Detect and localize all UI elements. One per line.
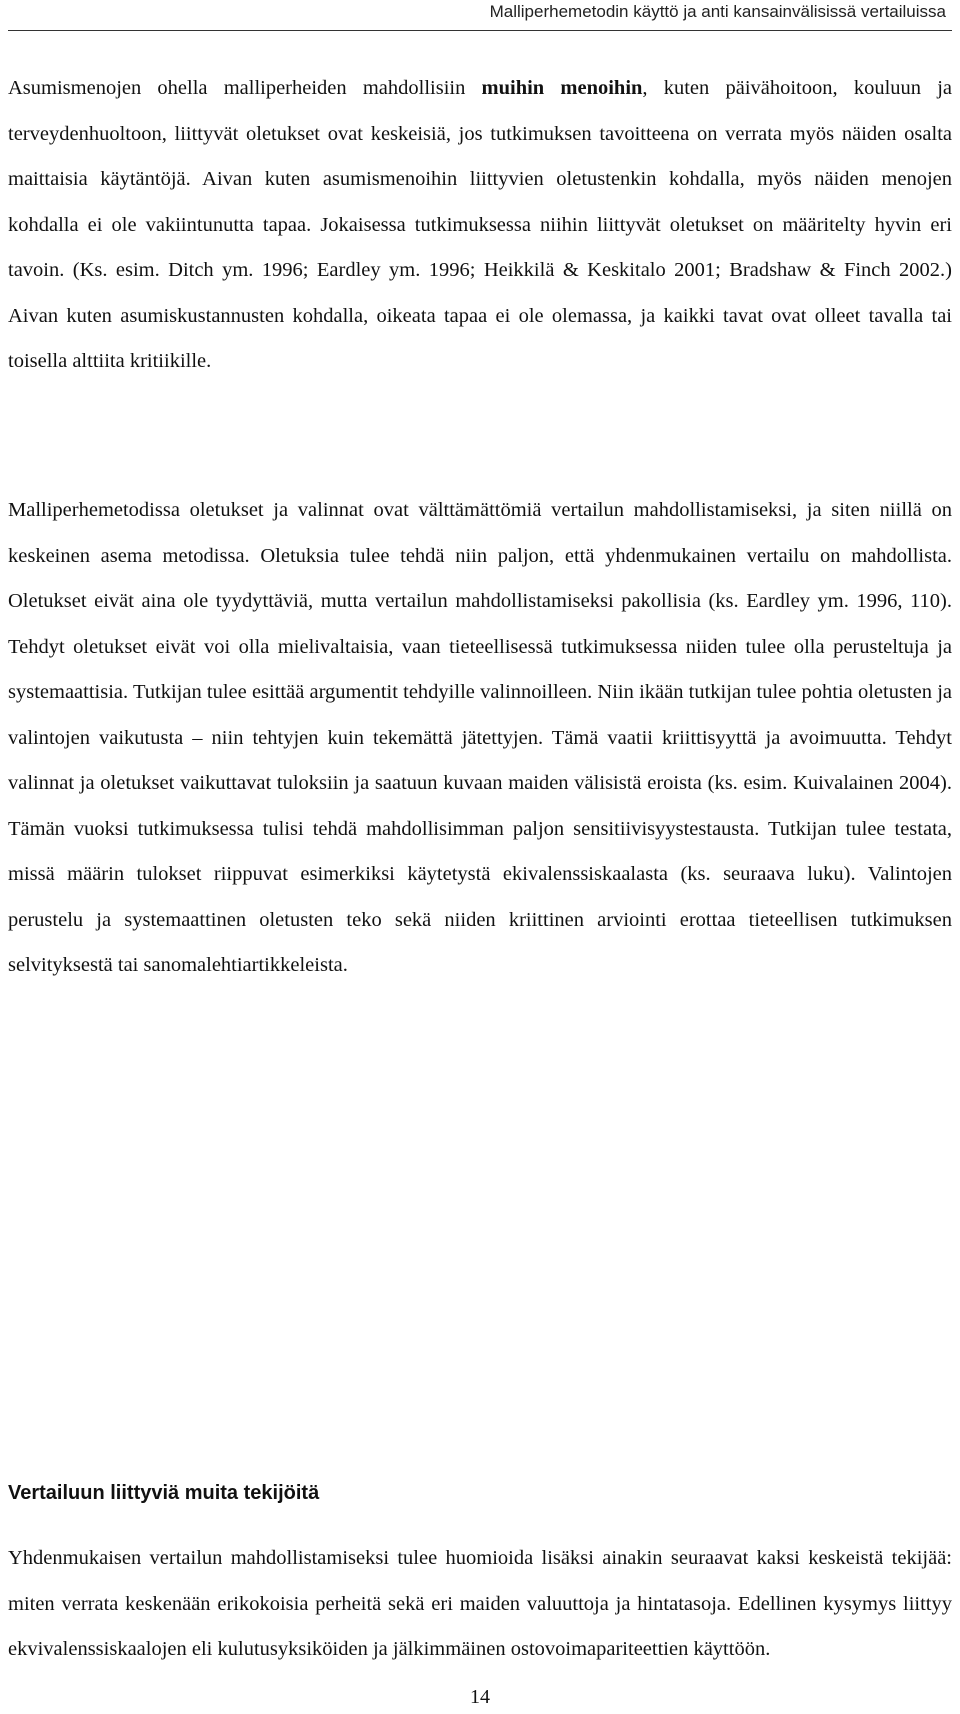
section-heading: Vertailuun liittyviä muita tekijöitä: [8, 1482, 320, 1504]
paragraph-assumptions: Malliperhemetodissa oletukset ja valinnat ovat välttämättömiä vertailun mahdollistamiseksi, ja siten niillä on keskeinen asema metodissa. Oletuksia tulee tehdä niin paljon, että yhdenmukainen vertailu on mahdollista. Oletukset eivät aina ole tyydyttäviä, mutta vertailun mahdollistamiseksi pakollisia (ks. Eardley ym. 1996, 110). Tehdyt oletukset eivät voi olla mielivaltaisia, vaan tieteellisessä tutkimuksessa niiden tulee olla perusteltuja ja systemaattisia. Tutkijan tulee esittää argumentit tehdyille valinnoilleen. Niin ikään tutkijan tulee pohtia oletusten ja valintojen vaikutusta – niin tehtyjen kuin tekemättä jätettyjen. Tämä vaatii kriittisyyttä ja avoimuutta. Tehdyt valinnat ja oletukset vaikuttavat tuloksiin ja saatuun kuvaan maiden välisistä eroista (ks. esim. Kuivalainen 2004). Tämän vuoksi tutkimuksessa tulisi tehdä mahdollisimman paljon sensitiivisyystestausta. Tutkijan tulee testata, missä määrin tulokset riippuvat esimerkiksi käytetystä ekivalenssiskaalasta (ks. seuraava luku). Valintojen perustelu ja systemaattinen oletusten teko sekä niiden kriittinen arviointi erottaa tieteellisen tutkimuksen selvityksestä tai sanomalehtiartikkeleista.: [8, 499, 952, 976]
running-header: Malliperhemetodin käyttö ja anti kansainvälisissä vertailuissa: [489, 2, 946, 21]
paragraph-other-expenses: [8, 66, 952, 385]
header-rule: [8, 30, 952, 31]
emphasis-other-expenses: muihin menoihin: [481, 77, 643, 99]
page-number: 14: [0, 1684, 960, 1710]
paragraph-comparability-factors: Yhdenmukaisen vertailun mahdollistamiseksi tulee huomioida lisäksi ainakin seuraavat kaksi keskeistä tekijää: miten verrata keskenään erikokoisia perheitä sekä eri maiden valuuttoja ja hintatasoja. Edellinen kysymys liittyy ekvivalenssiskaalojen eli kulutusyksiköiden ja jälkimmäinen ostovoimapariteettien käyttöön.: [8, 1547, 952, 1660]
paragraph-rest-text: , kuten päivähoitoon, kouluun ja terveydenhuoltoon, liittyvät oletukset ovat keskeisiä, jos tutkimuksen tavoitteena on verrata myös näiden osalta maittaisia käytäntöjä. Aivan kuten asumismenoihin liittyvien oletustenkin kohdalla, myös näiden menojen kohdalla ei ole vakiintunutta tapaa. Jokaisessa tutkimuksessa niihin liittyvät oletukset on määritelty hyvin eri tavoin. (Ks. esim. Ditch ym. 1996; Eardley ym. 1996; Heikkilä & Keskitalo 2001; Bradshaw & Finch 2002.) Aivan kuten asumiskustannusten kohdalla, oikeata tapaa ei ole olemassa, ja kaikki tavat ovat olleet tavalla tai toisella alttiita kritiikille.: [8, 77, 952, 372]
paragraph-lead-text: Asumismenojen ohella malliperheiden mahdollisiin: [8, 77, 482, 99]
